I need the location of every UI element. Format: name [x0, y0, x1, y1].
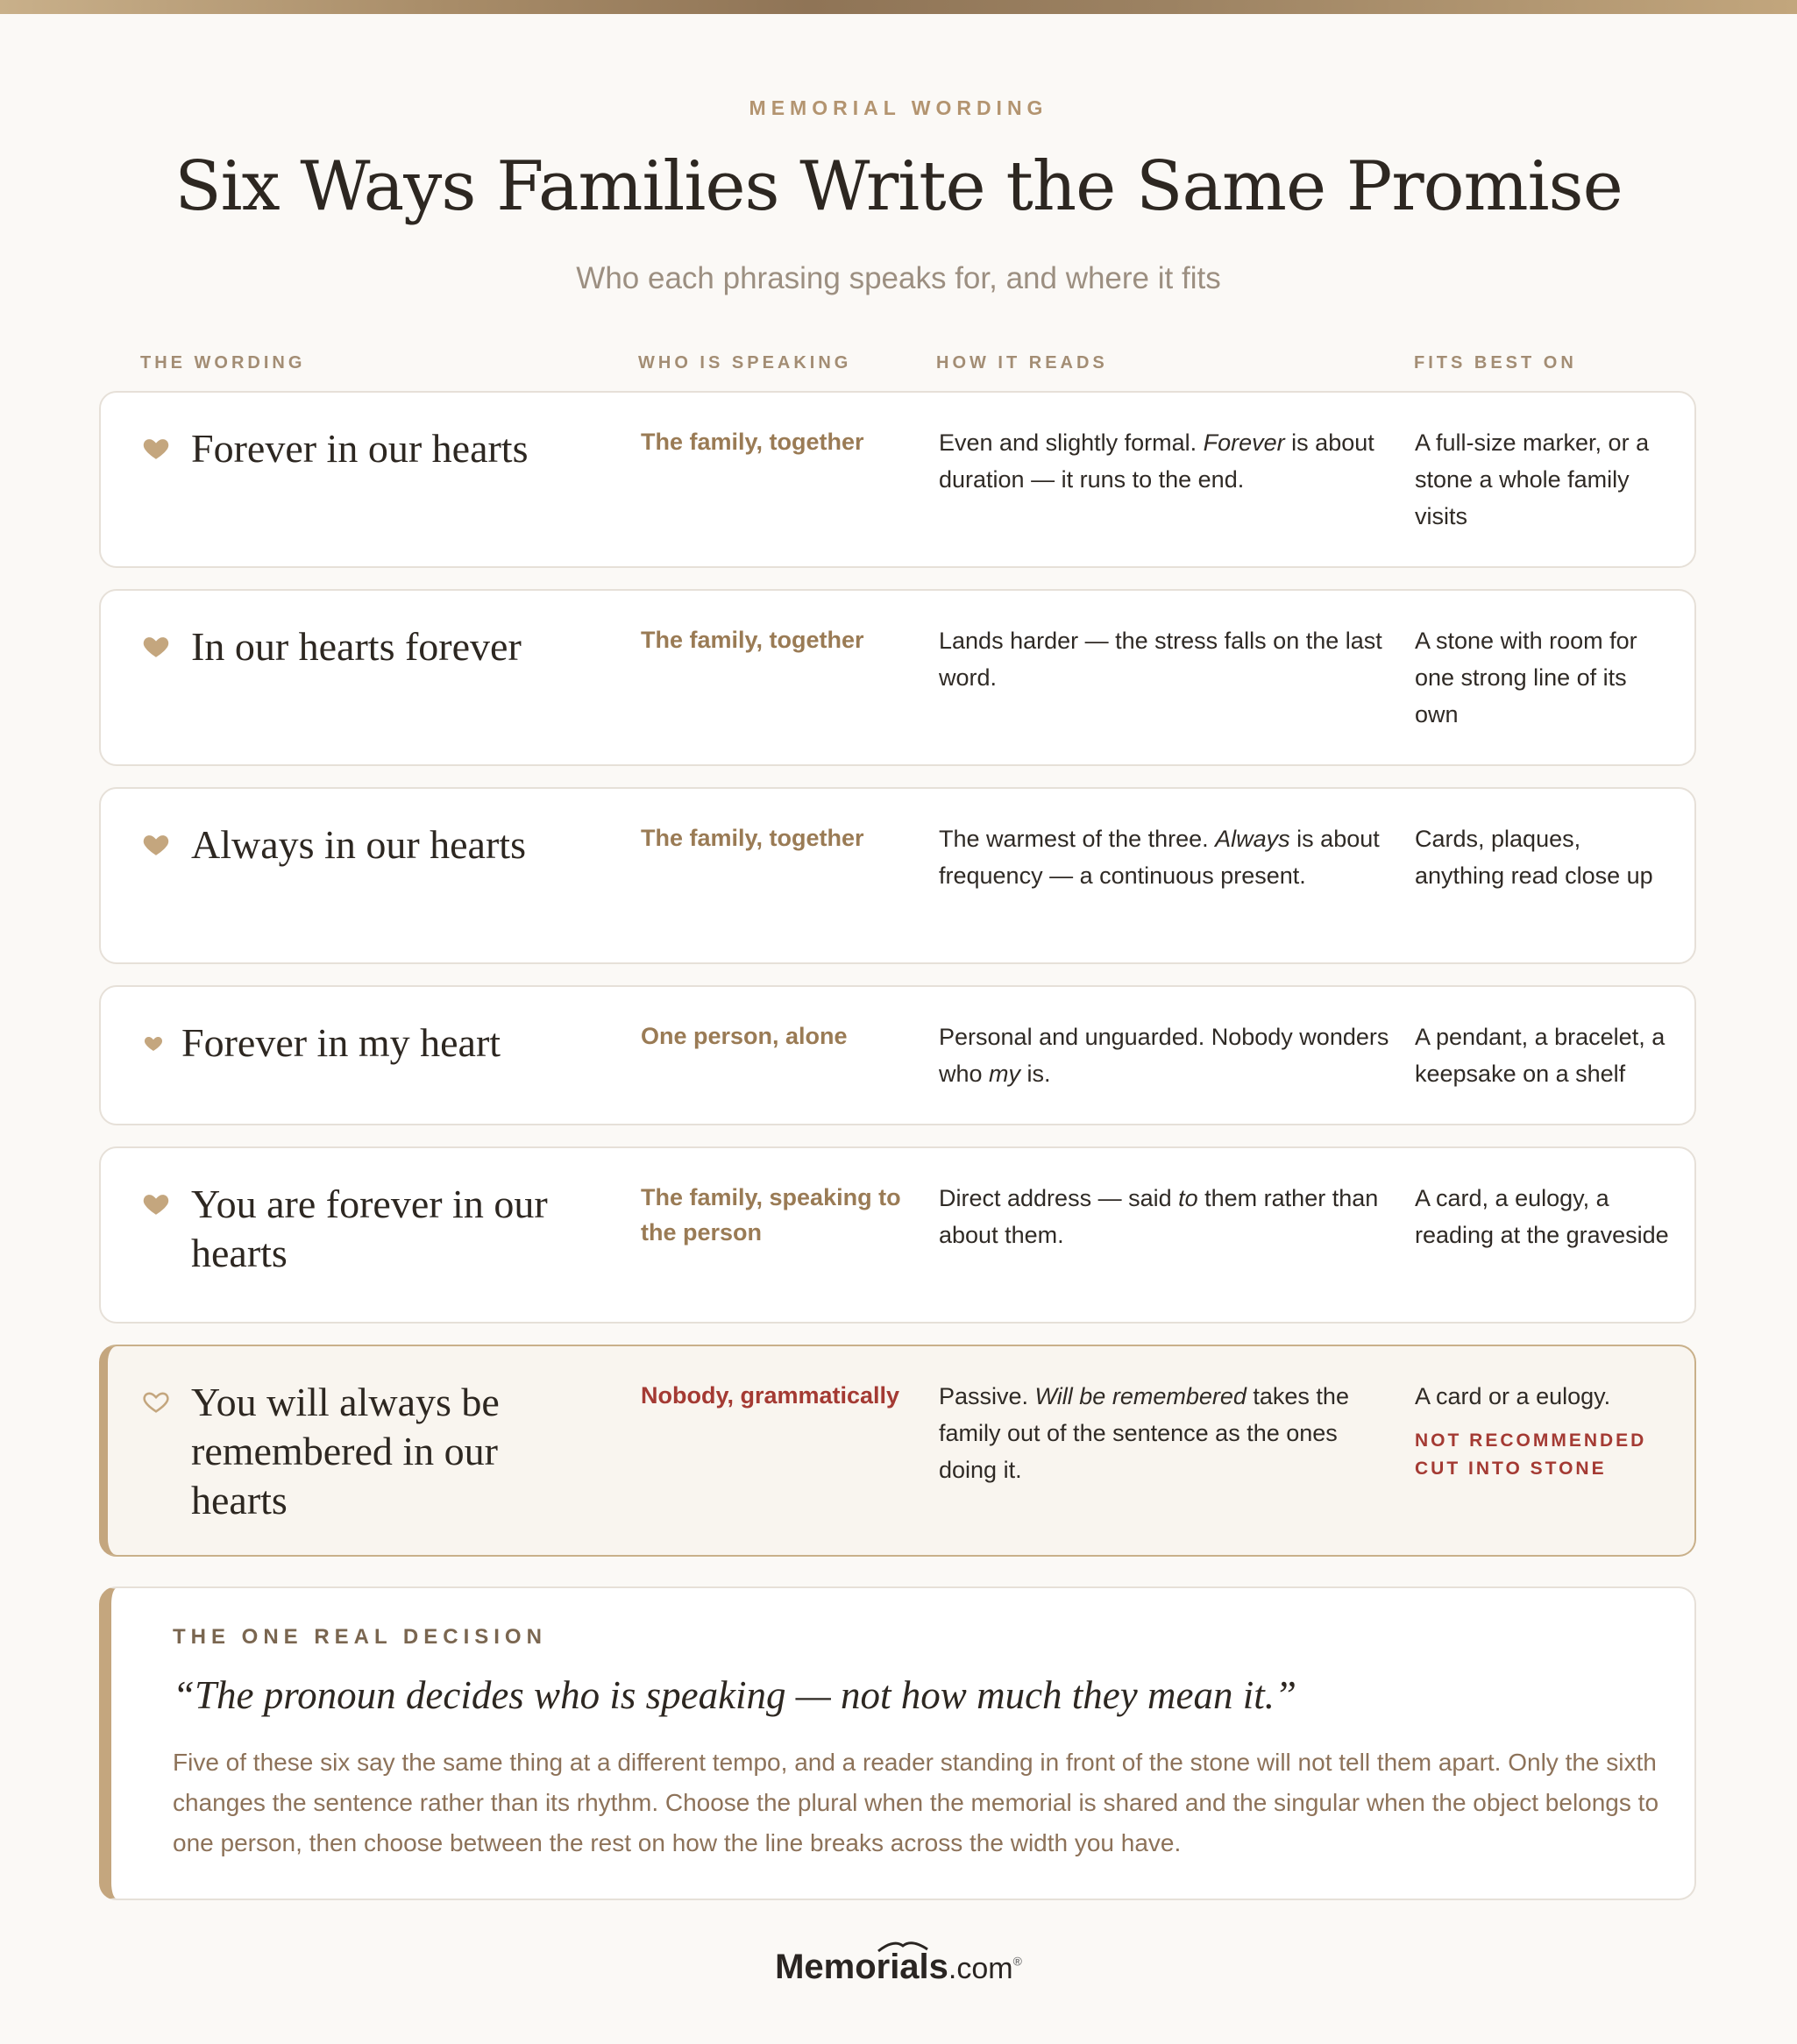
top-accent-bar	[0, 0, 1797, 14]
wording-row	[99, 985, 1696, 1125]
fits-text: Cards, plaques, anything read close up	[1415, 826, 1653, 889]
reads-text: Direct address — said to them rather than about them.	[939, 1185, 1379, 1248]
decision-quote: “The pronoun decides who is speaking — not how much they mean it.”	[173, 1673, 1296, 1717]
speaker-text: The family, together	[641, 627, 864, 653]
fits-text: A card or a eulogy.	[1415, 1383, 1611, 1409]
eyebrow-label: MEMORIAL WORDING	[749, 96, 1048, 119]
wording-row	[99, 787, 1696, 964]
fits-text: A pendant, a bracelet, a keepsake on a shelf	[1415, 1024, 1666, 1087]
decision-label: THE ONE REAL DECISION	[173, 1625, 547, 1649]
heart-filled-icon	[141, 433, 171, 463]
wording-text: Forever in my heart	[181, 1020, 501, 1065]
speaker-text: The family, together	[641, 825, 864, 851]
heart-outline-icon	[141, 1387, 171, 1416]
speaker-text: The family, speaking to the person	[641, 1184, 901, 1246]
decision-body: Five of these six say the same thing at a different tempo, and a reader standing in front of the stone will not tell them apart. Only the sixth changes the sentence rather than its rhythm. Choose the plural when the memorial is shared and the singular when the object belongs to one person, then choose between the rest on how the line breaks across the width you have.	[173, 1749, 1659, 1856]
column-header-speaker: WHO IS SPEAKING	[638, 353, 852, 373]
column-header-reads: HOW IT READS	[936, 353, 1108, 373]
wording-text: In our hearts forever	[191, 624, 522, 669]
wording-text: Forever in our hearts	[191, 426, 529, 471]
reads-text: Even and slightly formal. Forever is about duration — it runs to the end.	[939, 429, 1374, 493]
heart-filled-icon	[141, 829, 171, 859]
memorials-logo: Memorials.com®	[775, 1948, 1022, 1986]
page-subtitle: Who each phrasing speaks for, and where it fits	[576, 261, 1221, 295]
not-recommended-badge: NOT RECOMMENDED CUT INTO STONE	[1415, 1430, 1647, 1479]
heart-filled-icon	[141, 1189, 171, 1218]
speaker-text: Nobody, grammatically	[641, 1382, 900, 1409]
wording-row	[99, 589, 1696, 766]
speaker-text: One person, alone	[641, 1023, 848, 1049]
wording-row-not-recommended	[99, 1345, 1696, 1557]
heart-filled-icon	[141, 631, 171, 661]
column-header-wording: THE WORDING	[140, 353, 306, 373]
reads-text: The warmest of the three. Always is about frequency — a continuous present.	[939, 826, 1380, 889]
page-title: Six Ways Families Write the Same Promise	[174, 147, 1623, 226]
wording-row	[99, 1146, 1696, 1324]
wording-text: Always in our hearts	[191, 822, 526, 867]
wording-text: You will always be remembered in our hearts	[191, 1380, 500, 1522]
decision-callout	[99, 1586, 1696, 1900]
column-header-fits: FITS BEST ON	[1414, 353, 1577, 373]
reads-text: Lands harder — the stress falls on the last word.	[939, 628, 1382, 691]
fits-text: A stone with room for one strong line of its own	[1415, 628, 1637, 727]
heart-small-filled-icon	[143, 1033, 164, 1054]
fits-text: A card, a eulogy, a reading at the graveside	[1415, 1185, 1669, 1248]
fits-text: A full-size marker, or a stone a whole family visits	[1415, 429, 1650, 529]
reads-text: Passive. Will be remembered takes the family out of the sentence as the ones doing it.	[939, 1383, 1349, 1483]
speaker-text: The family, together	[641, 429, 864, 455]
reads-text: Personal and unguarded. Nobody wonders who my is.	[939, 1024, 1389, 1087]
wording-row	[99, 391, 1696, 568]
wording-text: You are forever in our hearts	[191, 1182, 548, 1275]
